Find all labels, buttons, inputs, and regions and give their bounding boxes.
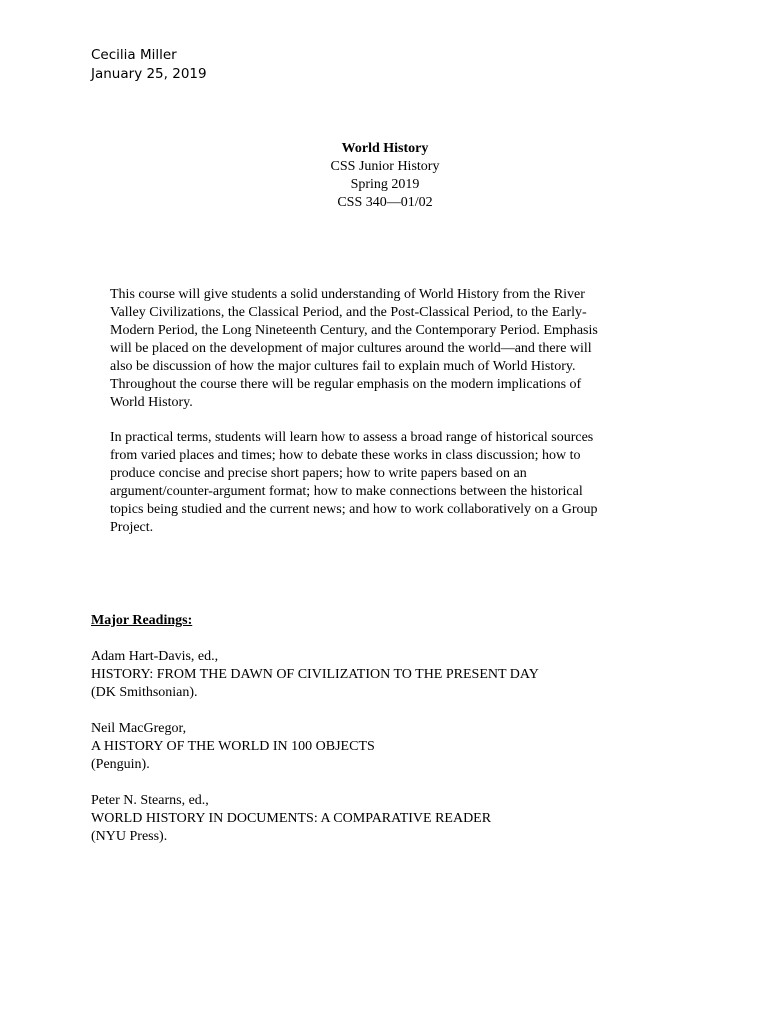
reading-title: HISTORY: FROM THE DAWN OF CIVILIZATION TO THE PRESENT DAY [91, 667, 539, 682]
course-subtitle: CSS Junior History [330, 159, 440, 174]
reading-publisher: (DK Smithsonian). [91, 685, 198, 700]
course-title: World History [341, 141, 429, 156]
course-title-block [0, 140, 770, 212]
description-paragraph: This course will give students a solid understanding of World History from the River Valley Civilizations, the Classical Period, and the Post-Classical Period, to the Early-Modern Period, the Long Nineteenth Century, and the Contemporary Period. Emphasis will be placed on the development of major cultures around the world—and there will also be discussion of how the major cultures fail to explain much of World History. Throughout the course there will be regular emphasis on the modern implications of World History. [110, 287, 598, 410]
reading-title: WORLD HISTORY IN DOCUMENTS: A COMPARATIVE READER [91, 811, 492, 826]
reading-author: Adam Hart-Davis, ed., [91, 649, 219, 664]
major-readings-heading: Major Readings: [91, 613, 193, 628]
reading-author: Peter N. Stearns, ed., [91, 793, 209, 808]
document-date: January 25, 2019 [91, 66, 207, 82]
reading-item [91, 792, 691, 846]
reading-item [91, 648, 691, 702]
course-description [110, 286, 610, 554]
reading-publisher: (Penguin). [91, 757, 150, 772]
description-paragraph: In practical terms, students will learn how to assess a broad range of historical sources from varied places and times; how to debate these works in class discussion; how to produce concise and precise short papers; how to write papers based on an argument/counter-argument format; how to make connections between the historical topics being studied and the current news; and how to work collaboratively on a Group Project. [110, 430, 598, 535]
author-name: Cecilia Miller [91, 47, 177, 63]
course-code: CSS 340—01/02 [337, 195, 433, 210]
reading-publisher: (NYU Press). [91, 829, 168, 844]
reading-author: Neil MacGregor, [91, 721, 187, 736]
document-header [91, 46, 207, 84]
course-term: Spring 2019 [350, 177, 420, 192]
reading-item [91, 720, 691, 774]
major-readings-section [91, 612, 691, 864]
reading-title: A HISTORY OF THE WORLD IN 100 OBJECTS [91, 739, 375, 754]
